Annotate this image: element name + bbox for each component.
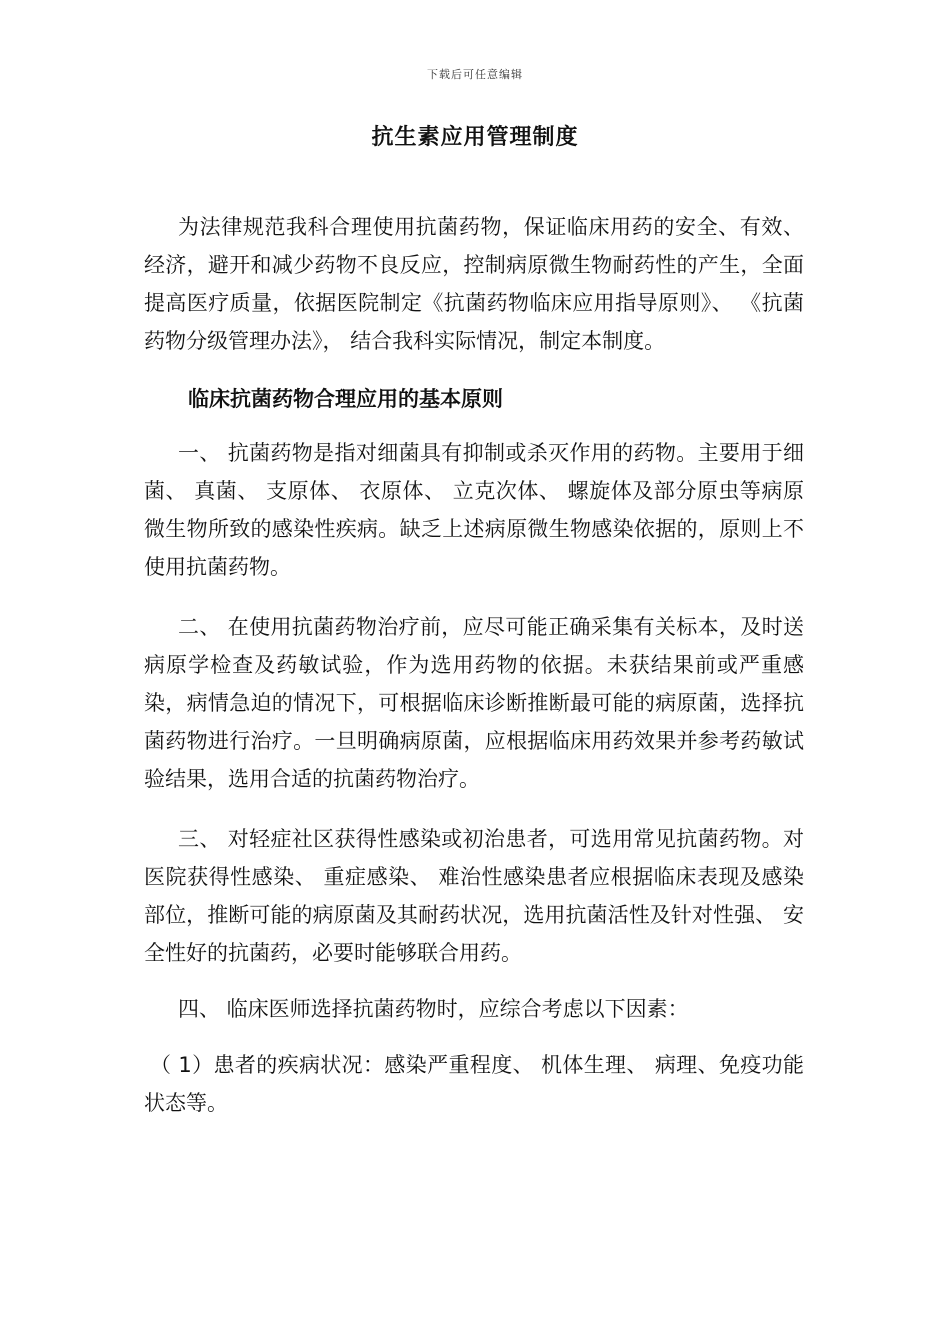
principle-item-3: 三、 对轻症社区获得性感染或初治患者，可选用常见抗菌药物。对医院获得性感染、 重症感染、 难治性感染患者应根据临床表现及感染部位，推断可能的病原菌及其耐药状况，选用抗菌活性及针对性强、 安全性好的抗菌药，必要时能够联合用药。 (144, 827, 804, 965)
principle-item-4: 四、 临床医师选择抗菌药物时，应综合考虑以下因素： (178, 997, 689, 1021)
principle-item-1: 一、 抗菌药物是指对细菌具有抑制或杀灭作用的药物。主要用于细菌、 真菌、 支原体、 衣原体、 立克次体、 螺旋体及部分原虫等病原微生物所致的感染性疾病。缺乏上述病原微生物感染依据的，原则上不使用抗菌药物。 (144, 441, 804, 579)
header-note: 下载后可任意编辑 (427, 68, 523, 81)
document-body (144, 208, 804, 1122)
document-title: 抗生素应用管理制度 (371, 125, 579, 150)
intro-paragraph: 为法律规范我科合理使用抗菌药物，保证临床用药的安全、有效、 经济，避开和减少药物不良反应，控制病原微生物耐药性的产生，全面提高医疗质量，依据医院制定《抗菌药物临床应用指导原则》、 《抗菌药物分级管理办法》， 结合我科实际情况，制定本制度。 (144, 215, 804, 353)
section-title: 临床抗菌药物合理应用的基本原则 (188, 387, 503, 411)
factor-item-1: （ 1）患者的疾病状况：感染严重程度、 机体生理、 病理、免疫功能状态等。 (144, 1053, 804, 1115)
principle-item-2: 二、 在使用抗菌药物治疗前，应尽可能正确采集有关标本，及时送病原学检查及药敏试验，作为选用药物的依据。未获结果前或严重感染，病情急迫的情况下，可根据临床诊断推断最可能的病原菌，选择抗菌药物进行治疗。一旦明确病原菌，应根据临床用药效果并参考药敏试验结果，选用合适的抗菌药物治疗。 (144, 615, 804, 791)
